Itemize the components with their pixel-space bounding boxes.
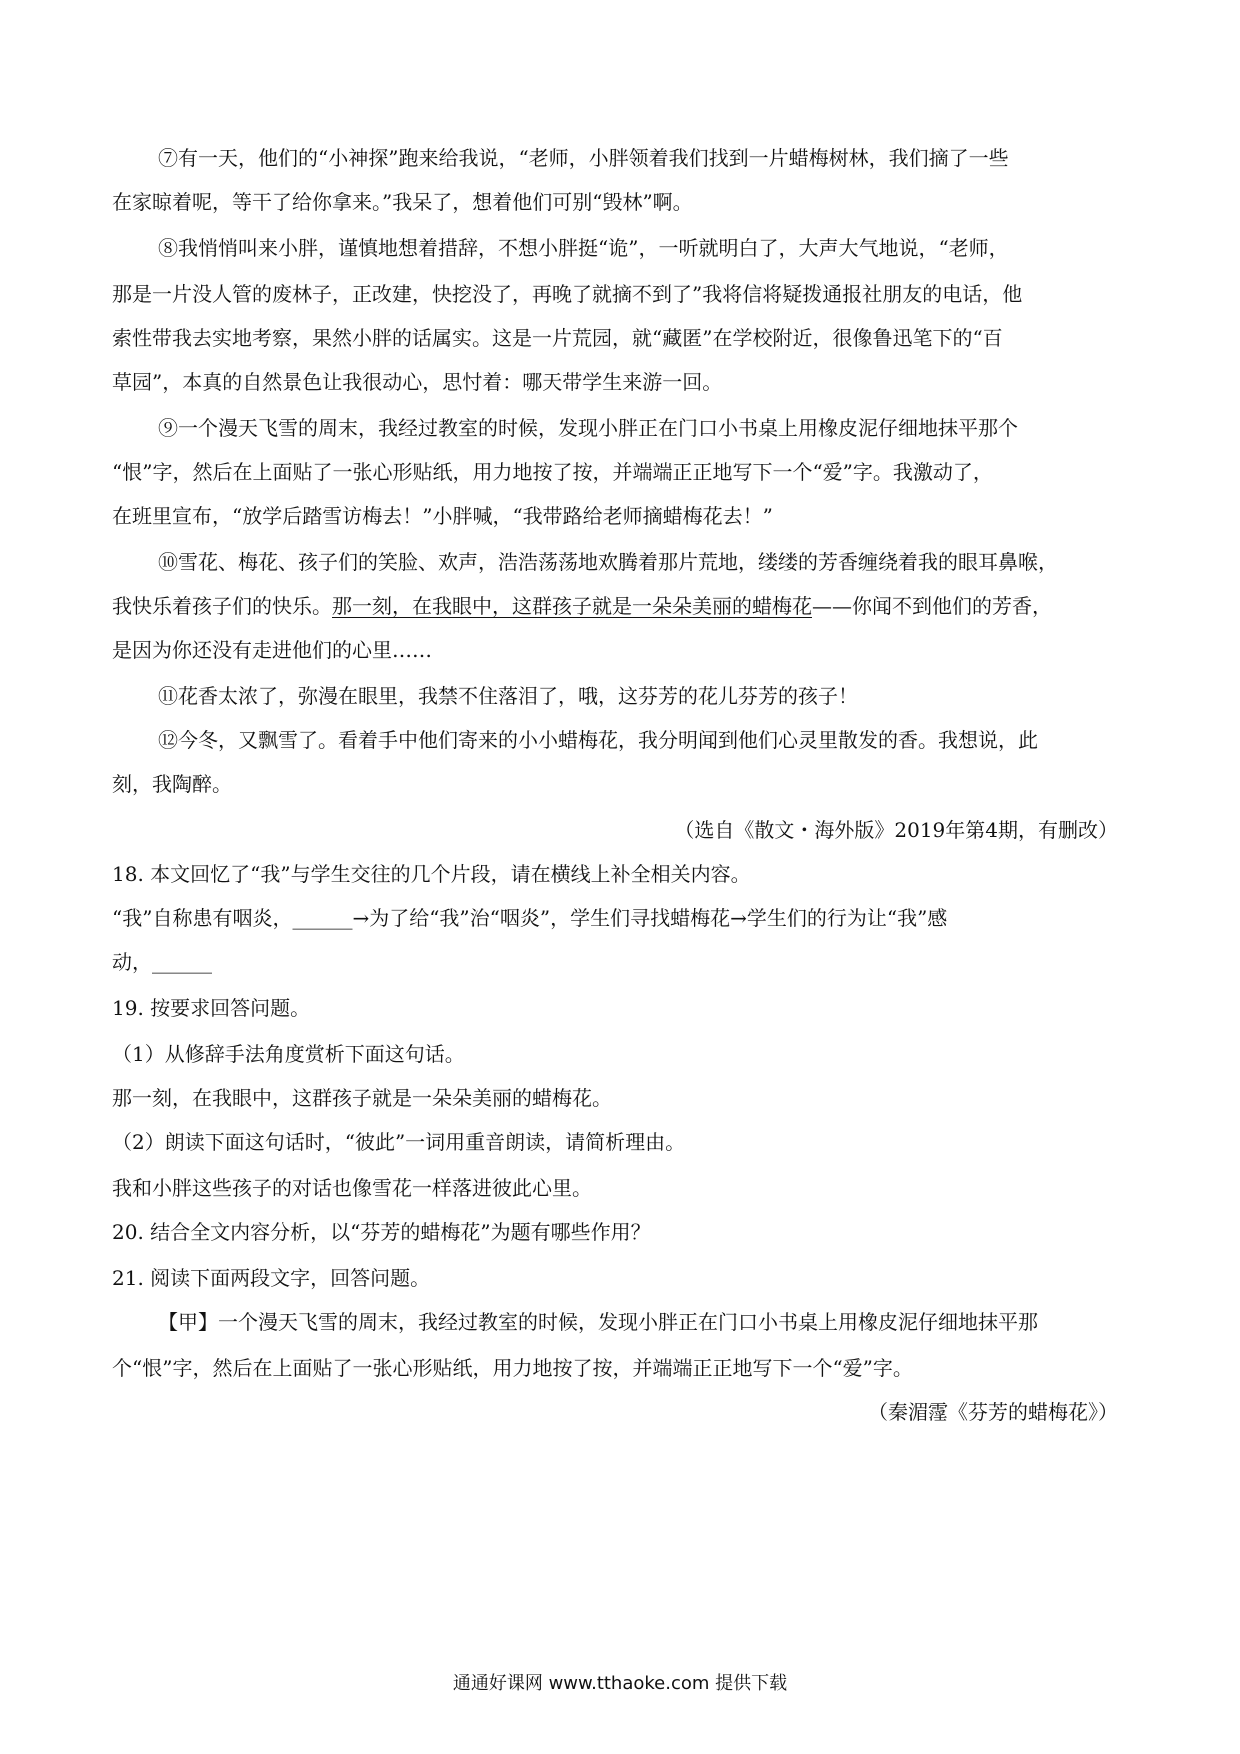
paragraph-8-line-1: ⑧我悄悄叫来小胖，谨慎地想着措辞，不想小胖挺“诡”，一听就明白了，大声大气地说，“老师， bbox=[158, 236, 1009, 260]
question-21-title: 21. 阅读下面两段文字，回答问题。 bbox=[112, 1266, 431, 1290]
paragraph-10-line-2 bbox=[112, 592, 1052, 620]
question-19-sub-2-text: 我和小胖这些孩子的对话也像雪花一样落进彼此心里。 bbox=[112, 1176, 592, 1200]
underlined-sentence: 那一刻，在我眼中，这群孩子就是一朵朵美丽的蜡梅花 bbox=[332, 594, 812, 618]
footer-download-notice: 通通好课网 www.tthaoke.com 提供下载 bbox=[452, 1673, 788, 1694]
paragraph-9-line-3: 在班里宣布，“放学后踏雪访梅去！”小胖喊，“我带路给老师摘蜡梅花去！” bbox=[112, 504, 773, 528]
question-18-line-1: “我”自称患有咽炎，______→为了给“我”治“咽炎”，学生们寻找蜡梅花→学生们的行为让“我”感 bbox=[112, 906, 948, 930]
paragraph-12-line-2: 刻，我陶醉。 bbox=[112, 772, 232, 796]
question-19-sub-1-text: 那一刻，在我眼中，这群孩子就是一朵朵美丽的蜡梅花。 bbox=[112, 1086, 612, 1110]
paragraph-7-line-2: 在家晾着呢，等干了给你拿来。”我呆了，想着他们可别“毁林”啊。 bbox=[112, 190, 693, 214]
question-21-jia-line-1: 【甲】一个漫天飞雪的周末，我经过教室的时候，发现小胖正在门口小书桌上用橡皮泥仔细地抹平那 bbox=[158, 1310, 1038, 1334]
question-19-sub-2: （2）朗读下面这句话时，“彼此”一词用重音朗读，请简析理由。 bbox=[112, 1130, 686, 1154]
question-21-jia-line-2: 个“恨”字，然后在上面贴了一张心形贴纸，用力地按了按，并端端正正地写下一个“爱”字。 bbox=[112, 1356, 913, 1380]
question-21-jia-source: （秦湄霪《芬芳的蜡梅花》） bbox=[868, 1400, 1118, 1424]
paragraph-11-line-1: ⑪花香太浓了，弥漫在眼里，我禁不住落泪了，哦，这芬芳的花儿芬芳的孩子！ bbox=[158, 684, 858, 708]
paragraph-8-line-2: 那是一片没人管的废林子，正改建，快挖没了，再晚了就摘不到了”我将信将疑拨通报社朋友的电话，他 bbox=[112, 282, 1023, 306]
paragraph-8-line-3: 索性带我去实地考察，果然小胖的话属实。这是一片荒园，就“藏匿”在学校附近，很像鲁迅笔下的“百 bbox=[112, 326, 1003, 350]
question-19-sub-1: （1）从修辞手法角度赏析下面这句话。 bbox=[112, 1042, 465, 1066]
paragraph-12-line-1: ⑫今冬，又飘雪了。看着手中他们寄来的小小蜡梅花，我分明闻到他们心灵里散发的香。我想说，此 bbox=[158, 728, 1038, 752]
paragraph-9-line-1: ⑨一个漫天飞雪的周末，我经过教室的时候，发现小胖正在门口小书桌上用橡皮泥仔细地抹平那个 bbox=[158, 416, 1018, 440]
paragraph-8-line-4: 草园”，本真的自然景色让我很动心，思忖着：哪天带学生来游一回。 bbox=[112, 370, 723, 394]
passage-source: （选自《散文・海外版》2019年第4期，有删改） bbox=[674, 818, 1118, 842]
paragraph-9-line-2: “恨”字，然后在上面贴了一张心形贴纸，用力地按了按，并端端正正地写下一个“爱”字。我激动了， bbox=[112, 460, 993, 484]
paragraph-10-line-1: ⑩雪花、梅花、孩子们的笑脸、欢声，浩浩荡荡地欢腾着那片荒地，缕缕的芳香缠绕着我的眼耳鼻喉， bbox=[158, 550, 1058, 574]
paragraph-7-line-1: ⑦有一天，他们的“小神探”跑来给我说，“老师，小胖领着我们找到一片蜡梅树林，我们摘了一些 bbox=[158, 146, 1009, 170]
question-18-title: 18. 本文回忆了“我”与学生交往的几个片段，请在横线上补全相关内容。 bbox=[112, 862, 751, 886]
question-19-title: 19. 按要求回答问题。 bbox=[112, 996, 311, 1020]
question-20-title: 20. 结合全文内容分析，以“芬芳的蜡梅花”为题有哪些作用？ bbox=[112, 1220, 651, 1244]
paragraph-10-line-3: 是因为你还没有走进他们的心里…… bbox=[112, 638, 432, 662]
paragraph-10-line-2-pre: 我快乐着孩子们的快乐。 bbox=[112, 594, 332, 618]
question-18-line-2: 动，______ bbox=[112, 950, 212, 974]
paragraph-10-line-2-post: ——你闻不到他们的芳香， bbox=[812, 594, 1052, 618]
